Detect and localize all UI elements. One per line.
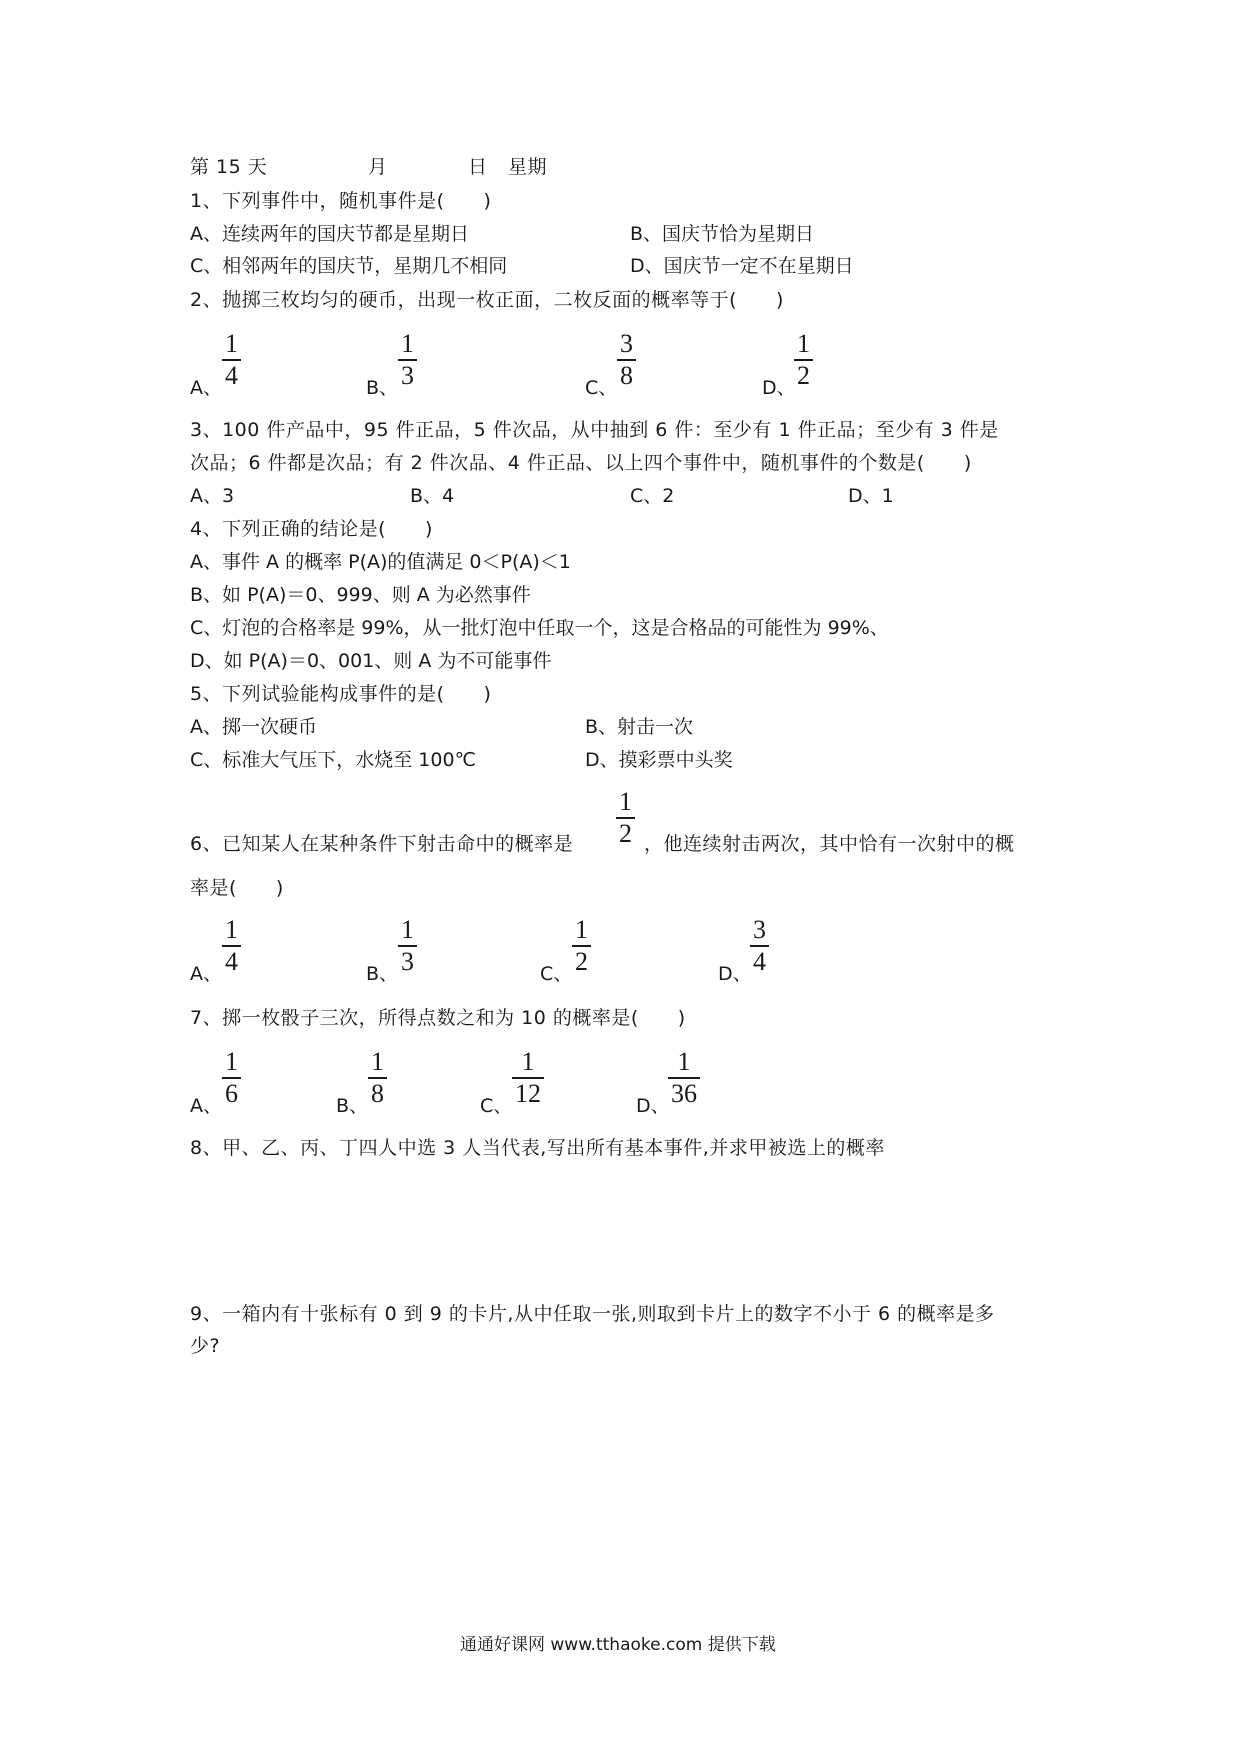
fraction-numerator: 1	[619, 787, 632, 816]
q8-stem: 8、甲、乙、丙、丁四人中选 3 人当代表,写出所有基本事件,并求甲被选上的概率	[190, 1137, 885, 1159]
q7-stem: 7、掷一枚骰子三次，所得点数之和为 10 的概率是( )	[190, 1007, 686, 1029]
q7-option-c-fraction	[512, 1048, 544, 1108]
q7-option-b-label: B、	[336, 1095, 369, 1117]
q6-option-d-fraction	[750, 916, 769, 976]
q6-stem-before: 6、已知某人在某种条件下射击命中的概率是	[190, 833, 574, 855]
q7-option-d-fraction	[668, 1048, 700, 1108]
q2-option-c-label: C、	[585, 377, 618, 399]
q4-option-c: C、灯泡的合格率是 99%，从一批灯泡中任取一个，这是合格品的可能性为 99%、	[190, 617, 889, 639]
q6-line-2: 率是( )	[190, 877, 284, 899]
q1-option-c: C、相邻两年的国庆节，星期几不相同	[190, 255, 508, 277]
footer-source-note: 通通好课网 www.tthaoke.com 提供下载	[460, 1635, 776, 1655]
q1-stem: 1、下列事件中，随机事件是( )	[190, 190, 492, 212]
q2-option-a-label: A、	[190, 377, 222, 399]
q2-stem: 2、抛掷三枚均匀的硬币，出现一枚正面，二枚反面的概率等于( )	[190, 289, 784, 311]
q6-option-b-label: B、	[366, 963, 399, 985]
q4-option-b: B、如 P(A)＝0、999、则 A 为必然事件	[190, 584, 531, 606]
q4-option-a: A、事件 A 的概率 P(A)的值满足 0＜P(A)＜1	[190, 551, 571, 573]
fraction-numerator: 1	[225, 915, 238, 944]
fraction-numerator: 1	[401, 329, 414, 358]
fraction-denominator: 12	[515, 1079, 541, 1108]
fraction-denominator: 2	[797, 361, 810, 390]
q1-option-a: A、连续两年的国庆节都是星期日	[190, 223, 469, 245]
q7-option-d-label: D、	[636, 1095, 670, 1117]
q6-option-a-label: A、	[190, 963, 222, 985]
fraction-denominator: 4	[753, 947, 766, 976]
fraction-denominator: 8	[371, 1079, 384, 1108]
q1-option-d: D、国庆节一定不在星期日	[630, 255, 854, 277]
fraction-numerator: 1	[225, 1047, 238, 1076]
fraction-numerator: 1	[575, 915, 588, 944]
q5-option-c: C、标准大气压下，水烧至 100℃	[190, 749, 476, 771]
q6-inline-fraction	[616, 788, 635, 848]
q3-line-1: 3、100 件产品中，95 件正品，5 件次品，从中抽到 6 件：至少有 1 件正品；至少有 3 件是	[190, 419, 999, 441]
q9-line-1: 9、一箱内有十张标有 0 到 9 的卡片,从中任取一张,则取到卡片上的数字不小于 6 的概率是多	[190, 1303, 995, 1325]
fraction-denominator: 2	[575, 947, 588, 976]
q9-line-2: 少?	[190, 1335, 221, 1357]
header-day: 第 15 天	[190, 156, 268, 178]
fraction-numerator: 3	[620, 329, 633, 358]
fraction-numerator: 1	[371, 1047, 384, 1076]
q2-option-c-fraction	[617, 330, 636, 390]
q2-option-a-fraction	[222, 330, 241, 390]
fraction-numerator: 1	[677, 1047, 691, 1076]
q6-option-b-fraction	[398, 916, 417, 976]
header-weekday: 星期	[508, 156, 548, 178]
fraction-numerator: 1	[225, 329, 238, 358]
fraction-numerator: 1	[797, 329, 810, 358]
q7-option-b-fraction	[368, 1048, 387, 1108]
q6-option-c-label: C、	[540, 963, 573, 985]
q2-option-b-fraction	[398, 330, 417, 390]
q7-option-c-label: C、	[480, 1095, 513, 1117]
q6-option-c-fraction	[572, 916, 591, 976]
q2-option-d-label: D、	[762, 377, 796, 399]
fraction-denominator: 6	[225, 1079, 238, 1108]
q6-stem-after: ，他连续射击两次，其中恰有一次射中的概	[644, 833, 1015, 855]
q3-option-c: C、2	[630, 485, 675, 507]
q5-option-a: A、掷一次硬币	[190, 716, 317, 738]
fraction-numerator: 1	[521, 1047, 535, 1076]
q5-option-b: B、射击一次	[585, 716, 694, 738]
q3-option-b: B、4	[410, 485, 455, 507]
q1-option-b: B、国庆节恰为星期日	[630, 223, 815, 245]
fraction-numerator: 3	[753, 915, 766, 944]
header-date: 日	[468, 156, 488, 178]
q4-option-d: D、如 P(A)＝0、001、则 A 为不可能事件	[190, 650, 552, 672]
q5-stem: 5、下列试验能构成事件的是( )	[190, 683, 492, 705]
q5-option-d: D、摸彩票中头奖	[585, 749, 733, 771]
header-month: 月	[368, 156, 388, 178]
fraction-denominator: 3	[401, 947, 414, 976]
q6-option-a-fraction	[222, 916, 241, 976]
q3-line-2: 次品；6 件都是次品；有 2 件次品、4 件正品、以上四个事件中，随机事件的个数是( )	[190, 452, 972, 474]
q2-option-d-fraction	[794, 330, 813, 390]
q4-stem: 4、下列正确的结论是( )	[190, 518, 433, 540]
q3-option-d: D、1	[848, 485, 894, 507]
q2-option-b-label: B、	[366, 377, 399, 399]
fraction-denominator: 4	[225, 947, 238, 976]
fraction-denominator: 2	[619, 819, 632, 848]
q6-option-d-label: D、	[718, 963, 752, 985]
q7-option-a-label: A、	[190, 1095, 222, 1117]
fraction-denominator: 8	[620, 361, 633, 390]
fraction-denominator: 3	[401, 361, 414, 390]
fraction-numerator: 1	[401, 915, 414, 944]
fraction-denominator: 4	[225, 361, 238, 390]
fraction-denominator: 36	[671, 1079, 697, 1108]
q7-option-a-fraction	[222, 1048, 241, 1108]
q3-option-a: A、3	[190, 485, 235, 507]
